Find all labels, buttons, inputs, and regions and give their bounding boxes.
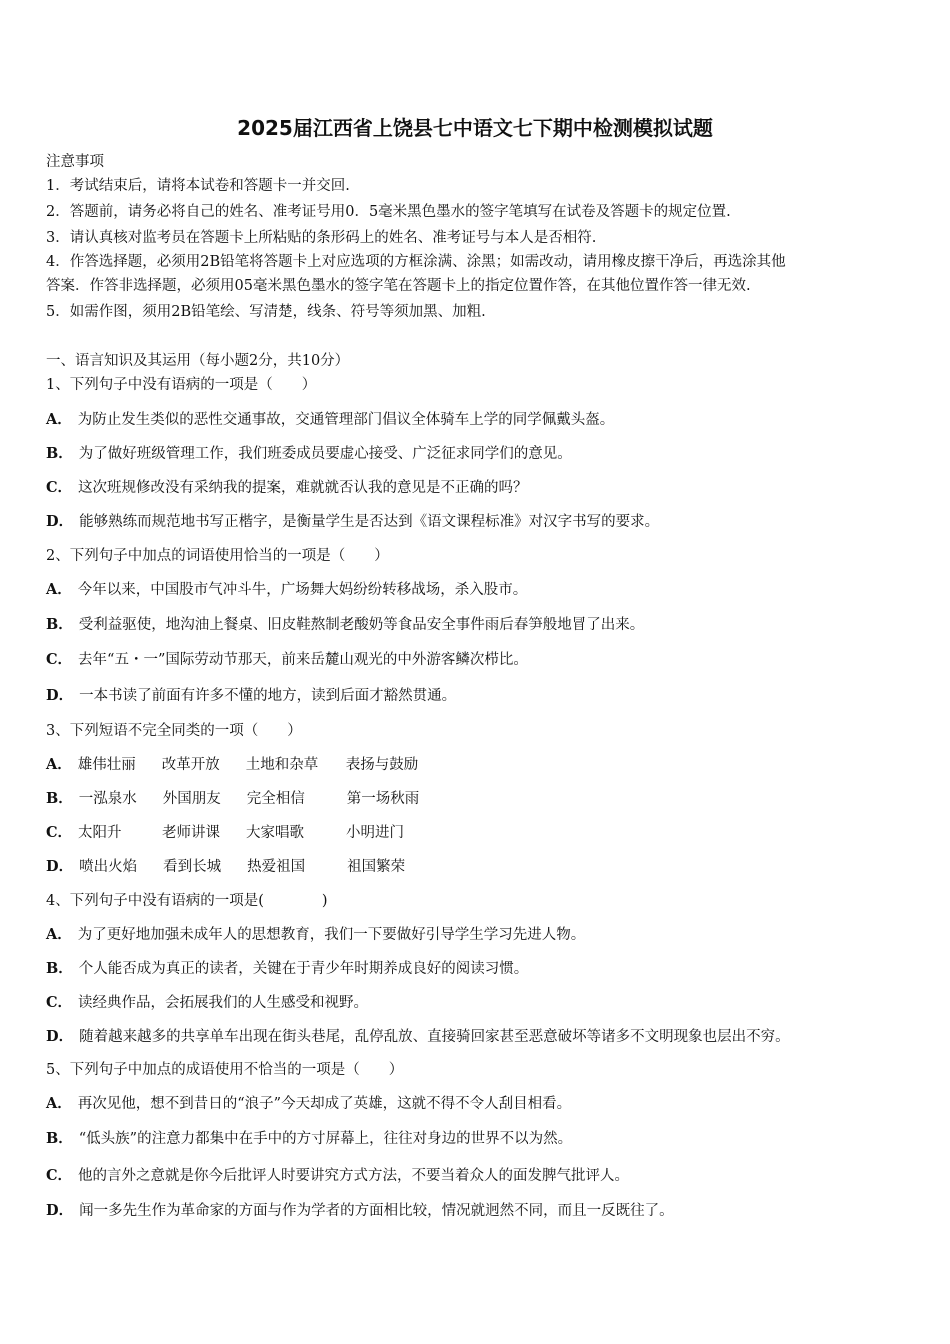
option-text: 受利益驱使，地沟油上餐桌、旧皮鞋熬制老酸奶等食品安全事件雨后春笋般地冒了出来。	[78, 617, 645, 633]
option-letter: A．	[46, 411, 72, 428]
option-letter: A．	[46, 926, 72, 943]
question-option	[46, 650, 910, 670]
question-option	[46, 1201, 910, 1221]
option-letter: A．	[46, 581, 72, 598]
option-letter: D．	[46, 1202, 74, 1219]
option-phrase: 完全相信	[246, 791, 305, 807]
option-phrase: 雄伟壮丽	[77, 757, 136, 773]
question-option	[46, 615, 910, 635]
notice-item: 答案．作答非选择题，必须用05毫米黑色墨水的签字笔在答题卡上的指定位置作答，在其他位置作答一律无效.	[46, 278, 751, 294]
option-letter: C．	[46, 824, 73, 841]
option-letter: C．	[46, 994, 73, 1011]
option-text: 读经典作品，会拓展我们的人生感受和视野。	[78, 995, 369, 1011]
question-option	[46, 789, 910, 809]
option-phrase: 喷出火焰	[79, 859, 138, 875]
option-letter: A．	[46, 1095, 72, 1112]
notice-heading: 注意事项	[46, 154, 104, 170]
notice-item: 5．如需作图，须用2B铅笔绘、写清楚，线条、符号等须加黑、加粗.	[46, 304, 486, 320]
section-heading: 一、语言知识及其运用（每小题2分，共10分）	[46, 353, 350, 369]
question-stem: 4、下列句子中没有语病的一项是( )	[46, 893, 328, 909]
option-letter: C．	[46, 1167, 73, 1184]
option-letter: D．	[46, 687, 74, 704]
notice-item: 3．请认真核对监考员在答题卡上所粘贴的条形码上的姓名、准考证号与本人是否相符.	[46, 230, 597, 246]
question-option	[46, 1094, 910, 1114]
option-letter: B．	[46, 1130, 73, 1147]
notice-item: 4．作答选择题，必须用2B铅笔将答题卡上对应选项的方框涂满、涂黑；如需改动，请用橡皮擦干净后，再选涂其他	[46, 254, 786, 270]
question-option	[46, 512, 910, 532]
option-text: 随着越来越多的共享单车出现在街头巷尾，乱停乱放、直接骑回家甚至恶意破坏等诸多不文明现象也层出不穷。	[79, 1029, 790, 1045]
option-phrase: 外国朋友	[162, 791, 221, 807]
notice-item: 1．考试结束后，请将本试卷和答题卡一并交回.	[46, 178, 350, 194]
option-phrase: 大家唱歌	[246, 825, 305, 841]
option-letter: B．	[46, 960, 73, 977]
option-phrase: 祖国繁荣	[347, 859, 406, 875]
option-phrase: 第一场秋雨	[346, 791, 420, 807]
option-phrase: 小明进门	[346, 825, 405, 841]
question-option	[46, 1129, 910, 1149]
question-option	[46, 580, 910, 600]
option-phrase: 太阳升	[78, 825, 122, 841]
question-option	[46, 1027, 910, 1047]
option-text: 为防止发生类似的恶性交通事故，交通管理部门倡议全体骑车上学的同学佩戴头盔。	[77, 412, 615, 428]
option-text: 一本书读了前面有许多不懂的地方，读到后面才豁然贯通。	[79, 688, 457, 704]
question-option	[46, 686, 910, 706]
option-text: 为了更好地加强未成年人的思想教育，我们一下要做好引导学生学习先进人物。	[77, 927, 586, 943]
question-option	[46, 823, 910, 843]
option-phrase: 表扬与鼓励	[345, 757, 419, 773]
option-letter: B．	[46, 616, 73, 633]
option-text: “低头族”的注意力都集中在手中的方寸屏幕上，往往对身边的世界不以为然。	[78, 1131, 573, 1147]
question-option	[46, 959, 910, 979]
option-text: 闻一多先生作为革命家的方面与作为学者的方面相比较，情况就迥然不同，而且一反既往了。	[79, 1203, 674, 1219]
option-letter: B．	[46, 445, 73, 462]
option-letter: D．	[46, 858, 74, 875]
question-stem: 2、下列句子中加点的词语使用恰当的一项是（ ）	[46, 548, 389, 564]
question-option	[46, 478, 910, 498]
question-option	[46, 1166, 910, 1186]
option-phrase: 老师讲课	[162, 825, 221, 841]
option-letter: A．	[46, 756, 72, 773]
question-option	[46, 857, 910, 877]
option-text: 能够熟练而规范地书写正楷字，是衡量学生是否达到《语文课程标准》对汉字书写的要求。	[79, 514, 660, 530]
question-option	[46, 993, 910, 1013]
question-stem: 1、下列句子中没有语病的一项是（ ）	[46, 377, 317, 393]
option-text: 去年“五・一”国际劳动节那天，前来岳麓山观光的中外游客鳞次栉比。	[78, 652, 528, 668]
option-text: 他的言外之意就是你今后批评人时要讲究方式方法，不要当着众人的面发脾气批评人。	[78, 1168, 630, 1184]
question-option	[46, 755, 910, 775]
option-letter: C．	[46, 479, 73, 496]
question-option	[46, 410, 910, 430]
option-text: 今年以来，中国股市气冲斗牛，广场舞大妈纷纷转移战场，杀入股市。	[77, 582, 528, 598]
option-phrase: 一泓泉水	[78, 791, 137, 807]
option-text: 为了做好班级管理工作，我们班委成员要虚心接受、广泛征求同学们的意见。	[78, 446, 572, 462]
option-letter: D．	[46, 1028, 74, 1045]
option-phrase: 热爱祖国	[247, 859, 306, 875]
question-option	[46, 925, 910, 945]
question-option	[46, 444, 910, 464]
option-text: 再次见他，想不到昔日的“浪子”今天却成了英雄，这就不得不令人刮目相看。	[77, 1096, 572, 1112]
option-letter: D．	[46, 513, 74, 530]
option-phrase: 土地和杂草	[245, 757, 319, 773]
option-text: 这次班规修改没有采纳我的提案，难就就否认我的意见是不正确的吗？	[78, 480, 528, 496]
option-text: 个人能否成为真正的读者，关键在于青少年时期养成良好的阅读习惯。	[78, 961, 529, 977]
option-letter: B．	[46, 790, 73, 807]
question-stem: 5、下列句子中加点的成语使用不恰当的一项是（ ）	[46, 1062, 404, 1078]
page-title: 2025届江西省上饶县七中语文七下期中检测模拟试题	[237, 116, 713, 140]
option-phrase: 看到长城	[163, 859, 222, 875]
option-letter: C．	[46, 651, 73, 668]
option-phrase: 改革开放	[161, 757, 220, 773]
question-stem: 3、下列短语不完全同类的一项（ ）	[46, 723, 302, 739]
notice-item: 2．答题前，请务必将自己的姓名、准考证号用0．5毫米黑色墨水的签字笔填写在试卷及答题卡的规定位置.	[46, 204, 731, 220]
